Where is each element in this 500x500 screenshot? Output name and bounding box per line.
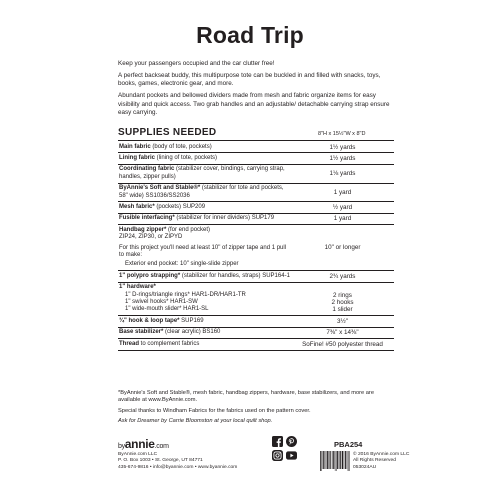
supply-row xyxy=(118,142,394,153)
pattern-code: PBA254 xyxy=(334,440,363,449)
supply-qty: SoFine! #50 polyester thread xyxy=(291,339,394,350)
intro-paragraph: A perfect backseat buddy, this multipurpose tote can be buckled in and filled with snacks, toys, books, games, electronic gear, and more. xyxy=(118,71,381,88)
copyright: © 2016 ByAnnie.com LLC All Rights Reserved 053024AU xyxy=(353,452,410,470)
supply-note: (clear acrylic) BS160 xyxy=(163,329,221,336)
footnotes xyxy=(118,390,394,428)
supply-note: (body of tote, pockets) xyxy=(150,143,212,150)
supply-qty: 10" or longer xyxy=(291,225,394,271)
supply-name: 1" hardware* xyxy=(119,284,156,291)
supply-row xyxy=(118,164,394,183)
byannie-logo: byannie.com xyxy=(118,437,169,451)
supply-row-zipper xyxy=(118,225,394,271)
supply-name: Fusible interfacing* xyxy=(119,215,175,222)
supply-row xyxy=(118,202,394,213)
supply-name: ¾" hook & loop tape* xyxy=(119,317,180,324)
supply-qty: 2¾ yards xyxy=(291,271,394,282)
barcode-image xyxy=(319,451,351,475)
page-title: Road Trip xyxy=(196,22,304,48)
intro-text xyxy=(118,60,394,121)
supply-name: Base stabilizer* xyxy=(119,329,164,336)
supply-note: (for end pocket) xyxy=(166,226,211,233)
hardware-qty: 2 hooks xyxy=(331,299,354,306)
supply-qty: 3½" xyxy=(291,316,394,327)
supply-row xyxy=(118,213,394,224)
supply-note: (stabilizer for handles, straps) SUP164-1 xyxy=(180,272,290,279)
intro-paragraph: Abundant pockets and bellowed dividers made from mesh and fabric organize items for easy visibility and quick access. Two grab handles and an adjustable/ detachable carrying strap ensure easy carrying. xyxy=(118,92,390,117)
youtube-icon[interactable] xyxy=(286,450,297,461)
zipper-sub-item: Exterior end pocket: 10" single-slide zipper xyxy=(125,261,239,268)
supply-qty: ½ yard xyxy=(291,202,394,213)
supply-row xyxy=(118,271,394,282)
supply-name: Thread xyxy=(119,340,140,347)
supply-note: (stabilizer cover, bindings, carrying strap, handles, zipper pulls) xyxy=(119,166,285,180)
availability-note: *ByAnnie's Soft and Stable®, mesh fabric, handbag zippers, hardware, base stabilizers, and more are available at www.ByAnnie.com. xyxy=(118,390,374,404)
supply-note: (lining of tote, pockets) xyxy=(155,154,218,161)
hardware-item: 1" D-rings/triangle rings* HAR1-DR/HAR1-TR xyxy=(125,291,246,298)
hardware-item: 1" wide-mouth slider* HAR1-SL xyxy=(125,306,209,313)
supply-name: Handbag zipper* xyxy=(119,226,167,233)
hardware-item: 1" swivel hooks* HAR1-SW xyxy=(125,299,198,305)
hardware-qty: 2 rings xyxy=(333,291,352,299)
intro-paragraph: Keep your passengers occupied and the car clutter free! xyxy=(118,60,275,67)
finished-dimensions: 8"H x 15½"W x 8"D xyxy=(318,131,366,137)
supply-qty: 1½ yards xyxy=(291,153,394,164)
supply-note: SUP169 xyxy=(179,317,204,324)
supply-row xyxy=(118,183,394,202)
pinterest-icon[interactable] xyxy=(286,436,297,447)
publisher-address: ByAnnie.com LLC P. O. Box 1003 • St. George, UT 84771 435-674-9816 • info@byannie.com • www.byannie.com xyxy=(118,452,238,470)
supply-qty: 1½ yards xyxy=(291,142,394,153)
ask-note: Ask for Dreamer by Carrie Bloomston at your local quilt shop. xyxy=(118,417,273,424)
supply-qty: 7⅜" x 14⅜" xyxy=(291,327,394,338)
supply-row xyxy=(118,339,394,350)
supplies-header xyxy=(118,127,394,141)
zipper-instructions: For this project you'll need at least 10" of zipper tape and 1 pull to make: xyxy=(119,244,287,258)
supply-name: Mesh fabric* xyxy=(119,203,155,210)
supply-name: ByAnnie's Soft and Stable®* xyxy=(119,185,201,192)
supply-name: Lining fabric xyxy=(119,154,155,161)
supply-note: (stabilizer for inner dividers) SUP179 xyxy=(174,215,275,222)
supply-name: Main fabric xyxy=(119,143,151,150)
supply-qty: 1 yard xyxy=(291,183,394,202)
supply-qty: 1⅛ yards xyxy=(291,164,394,183)
supply-name: Coordinating fabric xyxy=(119,166,175,173)
hardware-qty: 1 slider xyxy=(332,306,353,314)
zipper-codes: ZIP24, ZIP30, or ZIPYD xyxy=(119,234,183,241)
facebook-icon[interactable] xyxy=(272,436,283,447)
supply-row xyxy=(118,327,394,338)
supply-qty: 1 yard xyxy=(291,213,394,224)
supply-row xyxy=(118,316,394,327)
supplies-table xyxy=(118,142,394,351)
supply-row-hardware xyxy=(118,282,394,316)
instagram-icon[interactable] xyxy=(272,450,283,461)
supply-name: 1" polypro strapping* xyxy=(119,272,181,279)
supply-note: (stabilizer for tote and pockets, 58" wide) SS1036/SS2036 xyxy=(119,185,284,199)
supply-note: (pockets) SUP209 xyxy=(154,203,206,210)
supplies-heading: SUPPLIES NEEDED xyxy=(118,127,217,138)
supply-note: to complement fabrics xyxy=(139,340,200,347)
thanks-note: Special thanks to Windham Fabrics for the fabrics used on the pattern cover. xyxy=(118,407,311,414)
supply-row xyxy=(118,153,394,164)
